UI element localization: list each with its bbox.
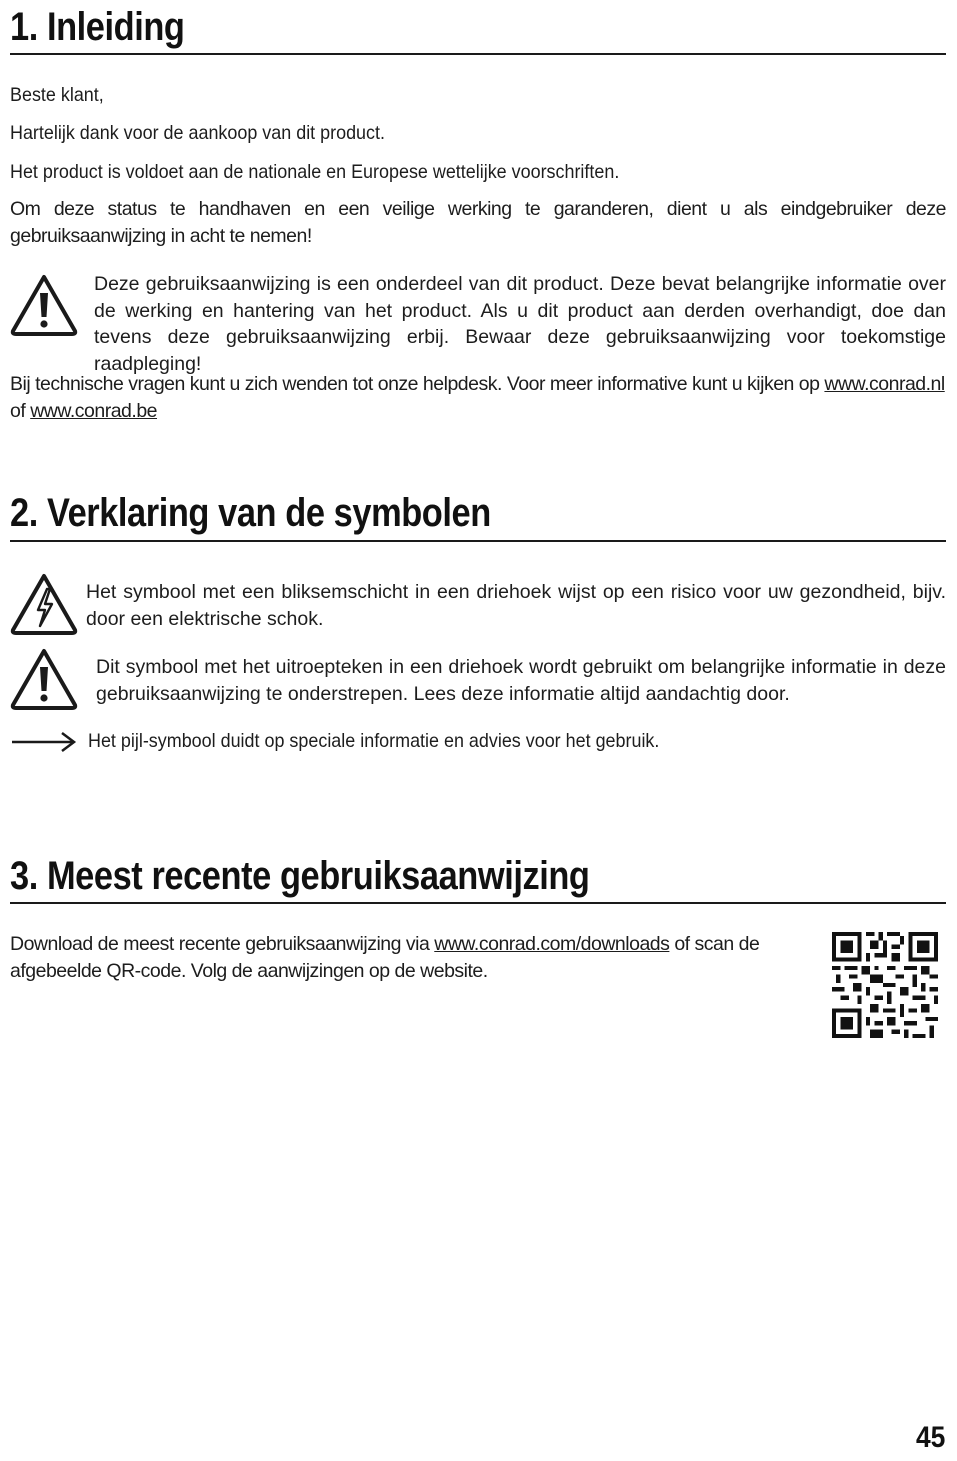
conrad-downloads-link[interactable]: www.conrad.com/downloads [434,933,670,955]
arrow-right-icon [10,730,78,754]
warning-text: Deze gebruiksaanwijzing is een onderdeel van dit product. Deze bevat belangrijke informatie over de werking en hantering van het product. Als u dit product aan derden overhandigt, doe dan tevens deze gebruiksaanwijzing erbij. Bewaar deze gebruiksaanwijzing voor toekomstige raadpleging! [94,273,946,375]
helpdesk-sentence: Bij technische vragen kunt u zich wenden tot onze helpdesk. Voor meer informative kunt u kijken op [10,373,820,395]
helpdesk-text [10,371,946,424]
warning-triangle-icon [9,273,79,337]
download-text [10,931,800,984]
exclamation-symbol-text: Dit symbool met het uitroepteken in een driehoek wordt gebruikt om belangrijke informatie in deze gebruiksaanwijzing te onderstrepen. Lees deze informatie altijd aandachtig door. [96,656,946,705]
heading-rule [10,540,946,542]
section-heading-latest-manual: 3. Meest recente gebruiksaanwijzing [10,854,590,898]
section-heading-symbols: 2. Verklaring van de symbolen [10,491,491,535]
lightning-symbol-text [86,579,946,632]
salutation: Beste klant, [10,84,104,106]
page-number: 45 [915,1421,945,1454]
section-heading-introduction: 1. Inleiding [10,5,185,49]
instruction-text: Om deze status te handhaven en een veilige werking te garanderen, dient u als eindgebruiker deze gebruiksaanwijzing in acht te nemen! [10,198,946,247]
lightning-triangle-icon [9,572,79,636]
lightning-symbol-desc: Het symbool met een bliksemschicht in een driehoek wijst op een risico voor uw gezondheid, bijv. door een elektrische schok. [86,581,946,630]
arrow-symbol-text: Het pijl-symbool duidt op speciale informatie en advies voor het gebruik. [88,730,660,752]
heading-rule [10,902,946,904]
download-text-before: Download de meest recente gebruiksaanwijzing via [10,933,430,955]
conrad-nl-link[interactable]: www.conrad.nl [824,373,945,395]
exclamation-triangle-icon [9,647,79,711]
thanks-text: Hartelijk dank voor de aankoop van dit product. [10,122,385,144]
or-text: of [10,399,26,422]
qr-code-icon[interactable] [832,932,938,1038]
compliance-text: Het product is voldoet aan de nationale en Europese wettelijke voorschriften. [10,161,620,183]
download-text-after: of scan de afgebeelde QR-code. Volg de aanwijzingen op de website. [10,933,760,982]
conrad-be-link[interactable]: www.conrad.be [30,399,158,422]
heading-rule [10,53,946,55]
